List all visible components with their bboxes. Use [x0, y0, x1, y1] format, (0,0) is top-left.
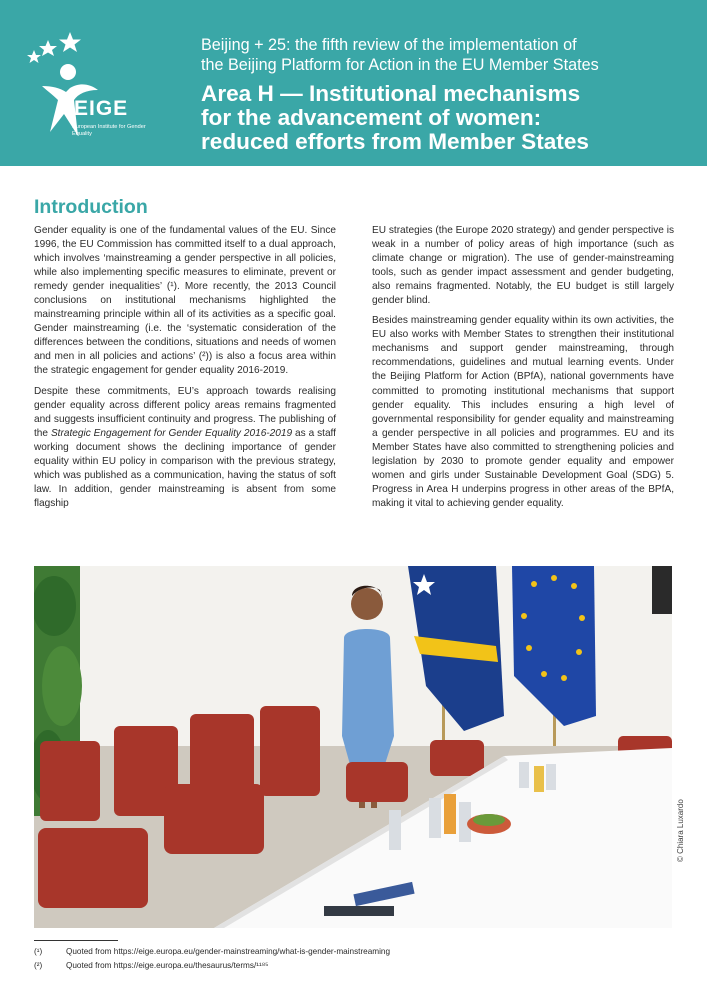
left-column	[34, 224, 336, 517]
wall-screen	[652, 566, 672, 614]
figure-head-icon	[60, 64, 76, 80]
footnote-number: (¹)	[34, 947, 43, 956]
org-name: EIGE	[74, 97, 129, 120]
photo-credit: © Chiara Luxardo	[676, 799, 685, 862]
paragraph: Besides mainstreaming gender equality within its own activities, the EU also works with Member States to strengthen their institutional mechanisms and support gender mainstreaming, through recommendations, guidelines and mutual learning events. Under the Beijing Platform for Action (BPfA), national governments have committed to promoting institutional mechanisms that support gender equality. This includes ensuring a high level of governmental responsibility for gender equality and mainstreaming a gender perspective in all policies and programmes. EU and its Member States have also committed to strengthening policies and legislation by 2030 to promote gender equality and empower women and girls under Sustainable Development Goal (SDG) 5. Progress in Area H underpins progress in other areas of the BPfA, making it vital to achieving gender equality.	[372, 315, 674, 509]
document-title: Strategic Engagement for Gender Equality 2016-2019	[50, 427, 293, 439]
paragraph-text: Despite these commitments, EU’s approach towards realising gender equality across different policy areas remains fragmented and suggests insufficient continuity and progress. The publishing of the	[34, 385, 336, 439]
star-icon	[39, 40, 57, 56]
page-title	[201, 82, 691, 155]
header-banner	[0, 0, 707, 166]
paragraph: EU strategies (the Europe 2020 strategy) and gender perspective is weak in a number of policy areas of high importance (such as climate change or migration). The use of gender-mainstreaming tools, such as gender impact assessment and gender budgeting, also remains fragmented. Notably, the EU budget is still largely gender blind.	[372, 225, 674, 307]
photo-illustration	[34, 566, 672, 928]
star-icon	[59, 32, 81, 52]
meeting-room-photo	[34, 566, 672, 928]
title-line: Area H — Institutional mechanisms	[201, 81, 581, 106]
paragraph: Gender equality is one of the fundamental values of the EU. Since 1996, the EU Commission has committed itself to a dual approach, which involves ‘mainstreaming a gender perspective in all policies, while also implementing specific measures to eliminate, prevent or remedy gender inequalities’ (¹). More recently, the 2013 Council conclusions on institutional mechanisms highlighted the mainstreaming principle within all of its activities as a specific goal. Gender mainstreaming (i.e. the ‘systematic consideration of the differences between the conditions, situations and needs of women and men in all policies and actions’ (²)) is also a focus area within the strategic engagement for gender equality 2016-2019.	[34, 225, 336, 377]
star-icon	[27, 50, 41, 63]
title-line: for the advancement of women:	[201, 105, 542, 131]
power-outlet	[324, 906, 394, 916]
paragraph	[34, 385, 336, 511]
footnote-divider	[34, 940, 118, 941]
footnote-number: (²)	[34, 961, 43, 970]
title-line: reduced efforts from Member States	[201, 129, 589, 155]
supertitle-line: Beijing + 25: the fifth review of the implementation of	[201, 36, 577, 54]
footnote-link[interactable]: Quoted from https://eige.europa.eu/thesaurus/terms/¹¹⁸⁵	[66, 961, 269, 970]
paragraph-text: as a staff working document shows the declining importance of gender equality within EU policy in comparison with the previous strategy, which was published as a communication, having the status of soft law. In addition, gender mainstreaming is absent from some flagship	[34, 427, 336, 509]
footnote	[34, 947, 390, 956]
report-supertitle	[201, 36, 681, 75]
org-subtitle: European Institute for Gender Equality	[72, 124, 146, 137]
right-column	[372, 224, 674, 517]
section-heading: Introduction	[34, 196, 148, 218]
footnote	[34, 961, 269, 970]
supertitle-line: the Beijing Platform for Action in the EU Member States	[201, 55, 599, 74]
footnote-link[interactable]: Quoted from https://eige.europa.eu/gender-mainstreaming/what-is-gender-mainstreaming	[66, 947, 391, 956]
